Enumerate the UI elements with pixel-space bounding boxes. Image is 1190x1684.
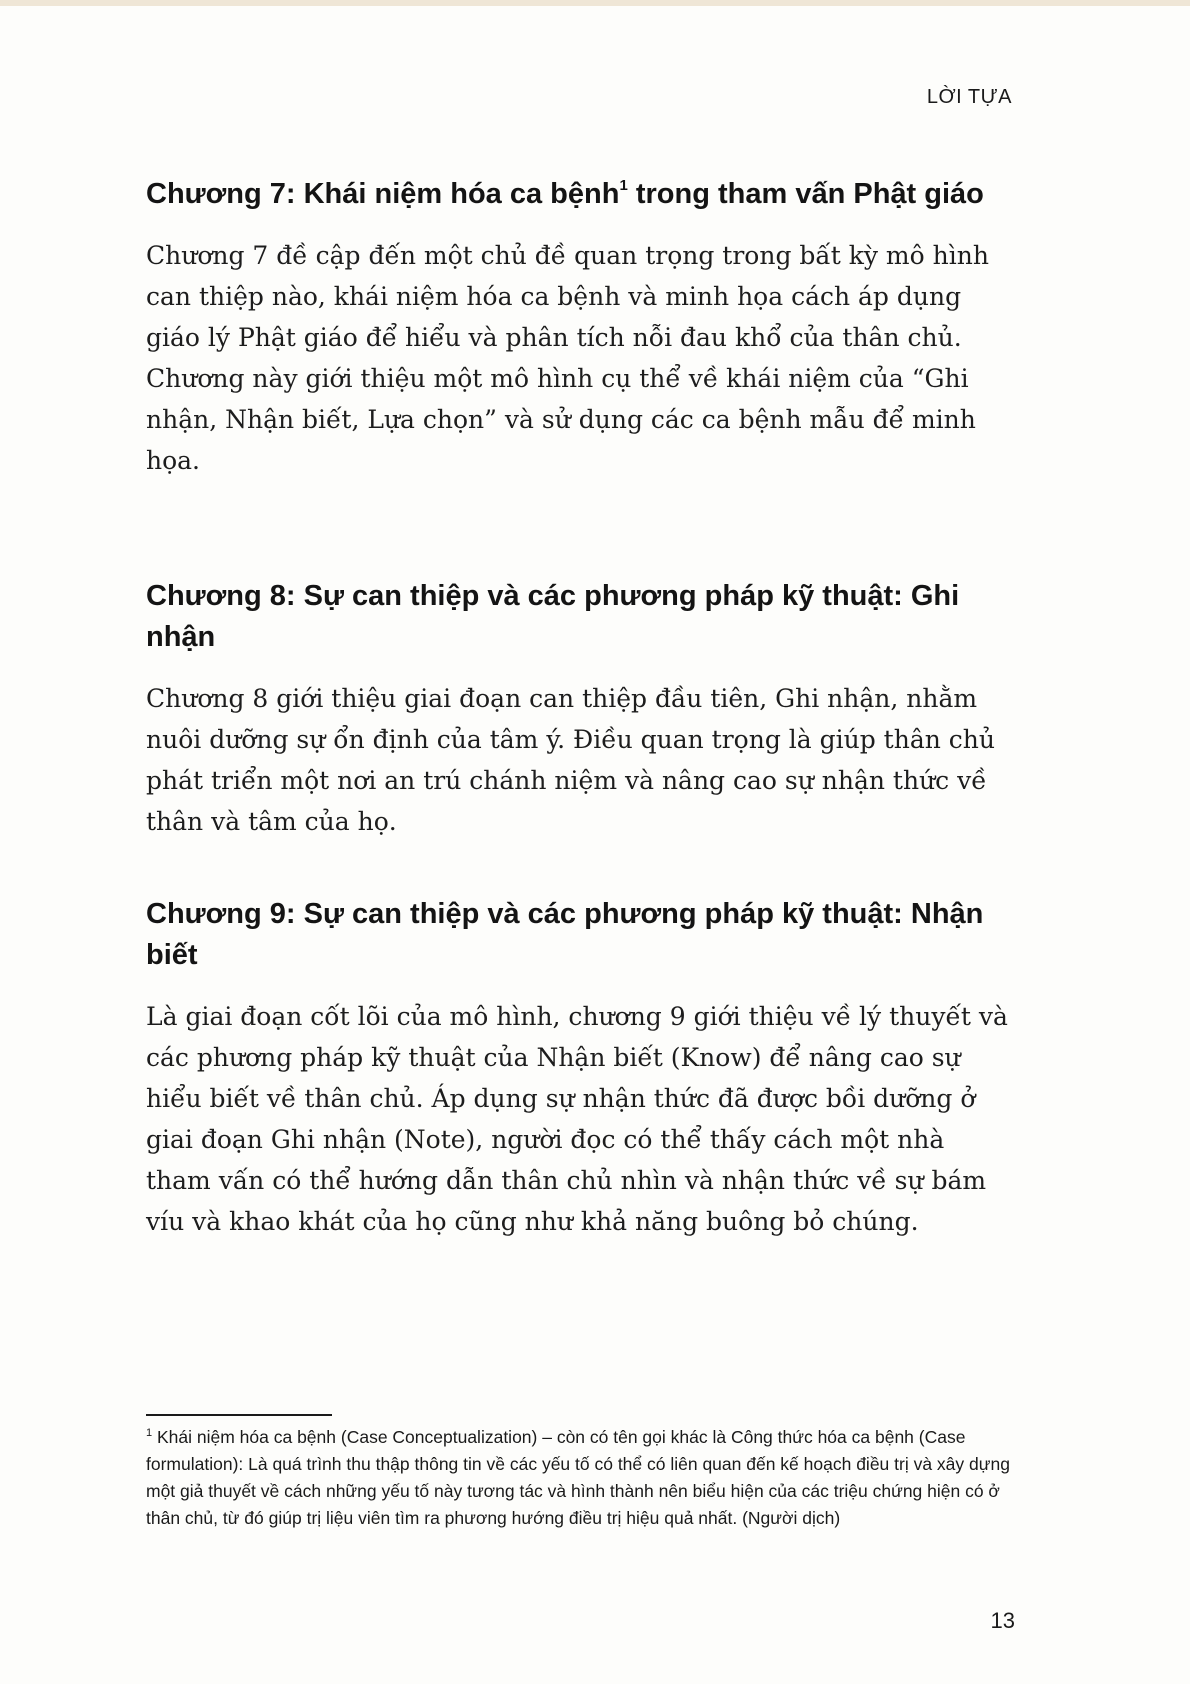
section-heading [146,174,1012,215]
section-body: Chương 7 đề cập đến một chủ đề quan trọng trong bất kỳ mô hình can thiệp nào, khái niệm hóa ca bệnh và minh họa cách áp dụng giáo lý Phật giáo để hiểu và phân tích nỗi đau khổ của thân chủ. Chương này giới thiệu một mô hình cụ thể về khái niệm của “Ghi nhận, Nhận biết, Lựa chọn” và sử dụng các ca bệnh mẫu để minh họa. [146,241,989,475]
footnote-text: Khái niệm hóa ca bệnh (Case Conceptualization) – còn có tên gọi khác là Công thức hóa ca bệnh (Case formulation): Là quá trình thu thập thông tin về các yếu tố có thể có liên quan đến kế hoạch điều trị và xây dựng một giả thuyết về cách những yếu tố này tương tác và hình thành nên biểu hiện của các triệu chứng hiện có ở thân chủ, từ đó giúp trị liệu viên tìm ra phương hướng điều trị hiệu quả nhất. (Người dịch) [146,1427,1010,1528]
page-top-edge [0,0,1190,6]
heading-text-tail: trong tham vấn Phật giáo [627,178,984,210]
section-chapter-7 [146,174,1012,481]
section-chapter-8 [146,576,1012,842]
footnote-marker: 1 [146,1427,153,1439]
footnote-ref: 1 [619,177,628,194]
section-body: Chương 8 giới thiệu giai đoạn can thiệp đầu tiên, Ghi nhận, nhằm nuôi dưỡng sự ổn định của tâm ý. Điều quan trọng là giúp thân chủ phát triển một nơi an trú chánh niệm và nâng cao sự nhận thức về thân và tâm của họ. [146,684,995,836]
section-heading: Chương 9: Sự can thiệp và các phương pháp kỹ thuật: Nhận biết [146,898,984,971]
section-heading: Chương 8: Sự can thiệp và các phương pháp kỹ thuật: Ghi nhận [146,580,960,653]
section-chapter-9 [146,894,1012,1242]
running-head: LỜI TỰA [926,86,1012,108]
section-body: Là giai đoạn cốt lõi của mô hình, chương 9 giới thiệu về lý thuyết và các phương pháp kỹ thuật của Nhận biết (Know) để nâng cao sự hiểu biết về thân chủ. Áp dụng sự nhận thức đã được bồi dưỡng ở giai đoạn Ghi nhận (Note), người đọc có thể thấy cách một nhà tham vấn có thể hướng dẫn thân chủ nhìn và nhận thức về sự bám víu và khao khát của họ cũng như khả năng buông bỏ chúng. [146,1002,1008,1236]
heading-text: Chương 7: Khái niệm hóa ca bệnh [146,178,620,210]
page-number: 13 [990,1608,1015,1633]
footnote-divider [146,1414,332,1416]
footnote [146,1424,1016,1532]
